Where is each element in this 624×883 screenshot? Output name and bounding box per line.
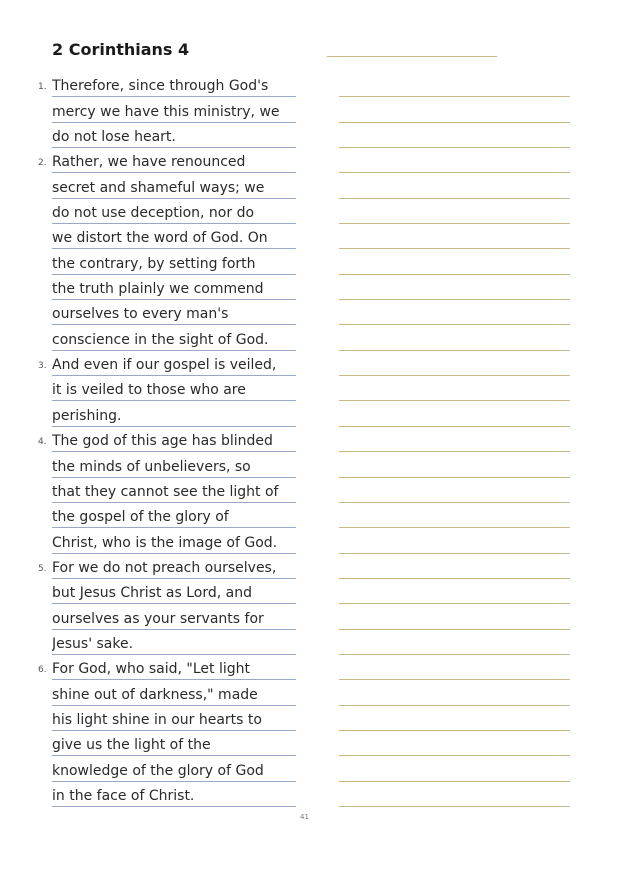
write-line[interactable] [339, 300, 570, 325]
write-line[interactable] [339, 706, 570, 731]
verse-text: knowledge of the glory of God [52, 757, 296, 782]
verse-number: 2. [38, 158, 47, 169]
write-line[interactable] [339, 148, 570, 173]
scripture-line [0, 376, 310, 401]
verse-text: Christ, who is the image of God. [52, 529, 296, 554]
verse-text: we distort the word of God. On [52, 224, 296, 249]
verse-text: shine out of darkness," made [52, 681, 296, 706]
verse-text: do not use deception, nor do [52, 199, 296, 224]
write-line[interactable] [339, 452, 570, 477]
scripture-text-column [0, 72, 310, 807]
verse-text: the minds of unbelievers, so [52, 453, 296, 478]
scripture-line [0, 452, 310, 477]
page-number: 41 [300, 813, 309, 821]
write-line[interactable] [339, 731, 570, 756]
scripture-line [0, 199, 310, 224]
write-line[interactable] [339, 579, 570, 604]
scripture-line [0, 579, 310, 604]
scripture-line [0, 249, 310, 274]
verse-number: 1. [38, 82, 47, 93]
page-title: 2 Corinthians 4 [52, 40, 190, 59]
scripture-line [0, 554, 310, 579]
scripture-line [0, 604, 310, 629]
verse-number: 5. [38, 563, 47, 574]
scripture-line [0, 503, 310, 528]
scripture-line [0, 782, 310, 807]
write-line[interactable] [339, 376, 570, 401]
verse-text: his light shine in our hearts to [52, 706, 296, 731]
write-line[interactable] [339, 554, 570, 579]
write-line[interactable] [339, 199, 570, 224]
handwriting-column [339, 72, 570, 807]
scripture-line [0, 478, 310, 503]
write-line[interactable] [339, 97, 570, 122]
write-line[interactable] [339, 528, 570, 553]
scripture-line [0, 351, 310, 376]
verse-text: For we do not preach ourselves, [52, 554, 296, 579]
verse-text: but Jesus Christ as Lord, and [52, 579, 296, 604]
verse-text: the gospel of the glory of [52, 503, 296, 528]
write-line[interactable] [339, 351, 570, 376]
verse-text: secret and shameful ways; we [52, 174, 296, 199]
write-line[interactable] [339, 503, 570, 528]
verse-text: that they cannot see the light of [52, 478, 296, 503]
write-line[interactable] [339, 401, 570, 426]
verse-text: do not lose heart. [52, 123, 296, 148]
scripture-line [0, 528, 310, 553]
write-line[interactable] [339, 275, 570, 300]
verse-number: 3. [38, 361, 47, 372]
write-line[interactable] [339, 249, 570, 274]
write-line[interactable] [339, 756, 570, 781]
verse-text: in the face of Christ. [52, 782, 296, 807]
write-line[interactable] [339, 478, 570, 503]
write-line[interactable] [339, 655, 570, 680]
verse-text: perishing. [52, 402, 296, 427]
verse-text: mercy we have this ministry, we [52, 98, 296, 123]
scripture-line [0, 275, 310, 300]
verse-text: the truth plainly we commend [52, 275, 296, 300]
verse-number: 4. [38, 437, 47, 448]
write-line[interactable] [339, 224, 570, 249]
scripture-line [0, 731, 310, 756]
scripture-line [0, 680, 310, 705]
scripture-line [0, 630, 310, 655]
write-line[interactable] [339, 173, 570, 198]
verse-text: give us the light of the [52, 731, 296, 756]
write-line[interactable] [339, 427, 570, 452]
scripture-line [0, 427, 310, 452]
scripture-line [0, 97, 310, 122]
scripture-line [0, 325, 310, 350]
write-line[interactable] [339, 604, 570, 629]
verse-text: ourselves to every man's [52, 300, 296, 325]
scripture-line [0, 123, 310, 148]
scripture-line [0, 173, 310, 198]
verse-text: Jesus' sake. [52, 630, 296, 655]
scripture-line [0, 655, 310, 680]
scripture-line [0, 72, 310, 97]
write-line[interactable] [339, 325, 570, 350]
verse-text: Rather, we have renounced [52, 148, 296, 173]
write-line[interactable] [339, 72, 570, 97]
verse-text: And even if our gospel is veiled, [52, 351, 296, 376]
write-line[interactable] [339, 123, 570, 148]
name-write-line[interactable] [327, 56, 497, 57]
verse-text: conscience in the sight of God. [52, 326, 296, 351]
scripture-line [0, 300, 310, 325]
verse-text: ourselves as your servants for [52, 605, 296, 630]
verse-text: it is veiled to those who are [52, 376, 296, 401]
verse-text: the contrary, by setting forth [52, 250, 296, 275]
scripture-line [0, 706, 310, 731]
scripture-line [0, 756, 310, 781]
verse-text: For God, who said, "Let light [52, 655, 296, 680]
verse-number: 6. [38, 665, 47, 676]
write-line[interactable] [339, 680, 570, 705]
verse-text: Therefore, since through God's [52, 72, 296, 97]
scripture-line [0, 224, 310, 249]
verse-text: The god of this age has blinded [52, 427, 296, 452]
scripture-line [0, 401, 310, 426]
scripture-line [0, 148, 310, 173]
write-line[interactable] [339, 630, 570, 655]
write-line[interactable] [339, 782, 570, 807]
